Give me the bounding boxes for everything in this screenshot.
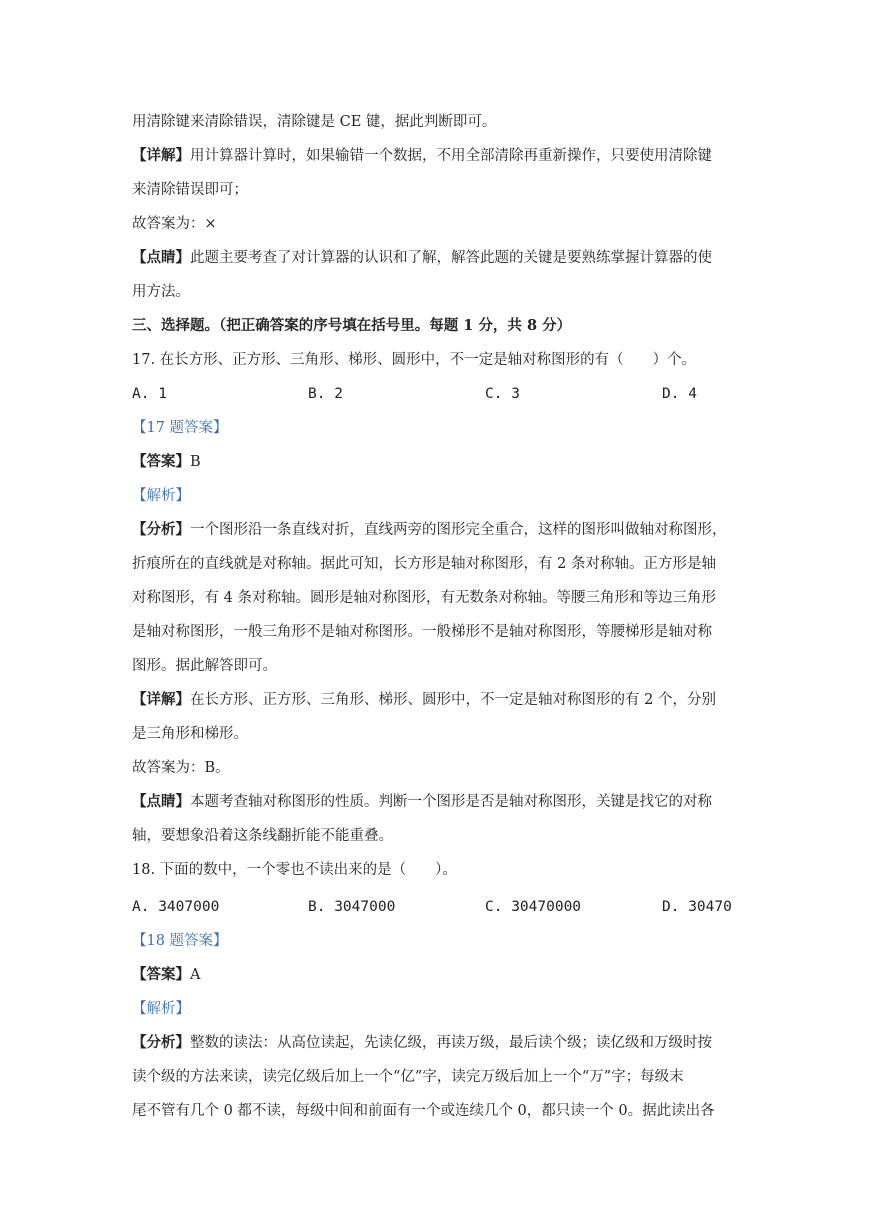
q17-body-line: 折痕所在的直线就是对称轴。据此可知，长方形是轴对称图形，有 2 条对称轴。正方形是轴 <box>132 556 716 572</box>
q17-body-line: 对称图形，有 4 条对称轴。圆形是轴对称图形，有无数条对称轴。等腰三角形和等边三角形 <box>132 590 716 606</box>
section-heading: 三、选择题。（把正确答案的序号填在括号里。每题 1 分，共 8 分） <box>132 317 572 334</box>
q17-answer-header: 【17 题答案】 <box>132 420 228 436</box>
text-line: 用方法。 <box>132 284 190 300</box>
text-line: 故答案为：× <box>132 216 217 232</box>
q17-body-line: 【分析】一个图形沿一条直线对折，直线两旁的图形完全重合，这样的图形叫做轴对称图形， <box>132 521 727 538</box>
text-line: 来清除错误即可； <box>132 182 248 198</box>
q17-body-line: 图形。据此解答即可。 <box>132 658 277 674</box>
q17-option-d: D. 4 <box>662 386 697 402</box>
q17-body-line: 故答案为：B。 <box>132 760 230 776</box>
question-17: 17. 在长方形、正方形、三角形、梯形、圆形中，不一定是轴对称图形的有（ ）个。 <box>132 352 697 368</box>
q18-body-line: 尾不管有几个 0 都不读，每级中间和前面有一个或连续几个 0，都只读一个 0。据此读出各 <box>132 1103 715 1119</box>
text-line: 用清除键来清除错误，清除键是 CE 键，据此判断即可。 <box>132 114 497 130</box>
q18-option-b: B. 3047000 <box>308 899 396 915</box>
q17-option-c: C. 3 <box>485 386 520 402</box>
q18-option-c: C. 30470000 <box>485 899 582 915</box>
q18-option-a: A. 3407000 <box>132 899 220 915</box>
q17-body-line: 轴，要想象沿着这条线翻折能不能重叠。 <box>132 828 393 844</box>
text-line: 【详解】用计算器计算时，如果输错一个数据，不用全部清除再重新操作，只要使用清除键 <box>132 147 712 164</box>
q18-option-d: D. 30470 <box>662 899 732 915</box>
q18-answer: 【答案】A <box>132 966 201 983</box>
question-18: 18. 下面的数中，一个零也不读出来的是（ ）。 <box>132 862 457 878</box>
q17-analysis-header: 【解析】 <box>132 488 190 504</box>
q18-analysis-header: 【解析】 <box>132 1001 190 1017</box>
q18-body-line: 【分析】整数的读法：从高位读起，先读亿级，再读万级，最后读个级；读亿级和万级时按 <box>132 1034 712 1051</box>
q17-body-line: 是轴对称图形，一般三角形不是轴对称图形。一般梯形不是轴对称图形，等腰梯形是轴对称 <box>132 624 712 640</box>
q17-body-line: 【点睛】本题考查轴对称图形的性质。判断一个图形是否是轴对称图形，关键是找它的对称 <box>132 793 712 810</box>
text-line: 【点睛】此题主要考查了对计算器的认识和了解，解答此题的关键是要熟练掌握计算器的使 <box>132 249 712 266</box>
q17-option-b: B. 2 <box>308 386 343 402</box>
q17-option-a: A. 1 <box>132 386 167 402</box>
q17-body-line: 【详解】在长方形、正方形、三角形、梯形、圆形中，不一定是轴对称图形的有 2 个，分别 <box>132 691 716 708</box>
q18-answer-header: 【18 题答案】 <box>132 933 228 949</box>
q18-body-line: 读个级的方法来读，读完亿级后加上一个“亿”字，读完万级后加上一个“万”字；每级末 <box>132 1069 684 1085</box>
q17-answer: 【答案】B <box>132 453 201 470</box>
q17-body-line: 是三角形和梯形。 <box>132 726 248 742</box>
